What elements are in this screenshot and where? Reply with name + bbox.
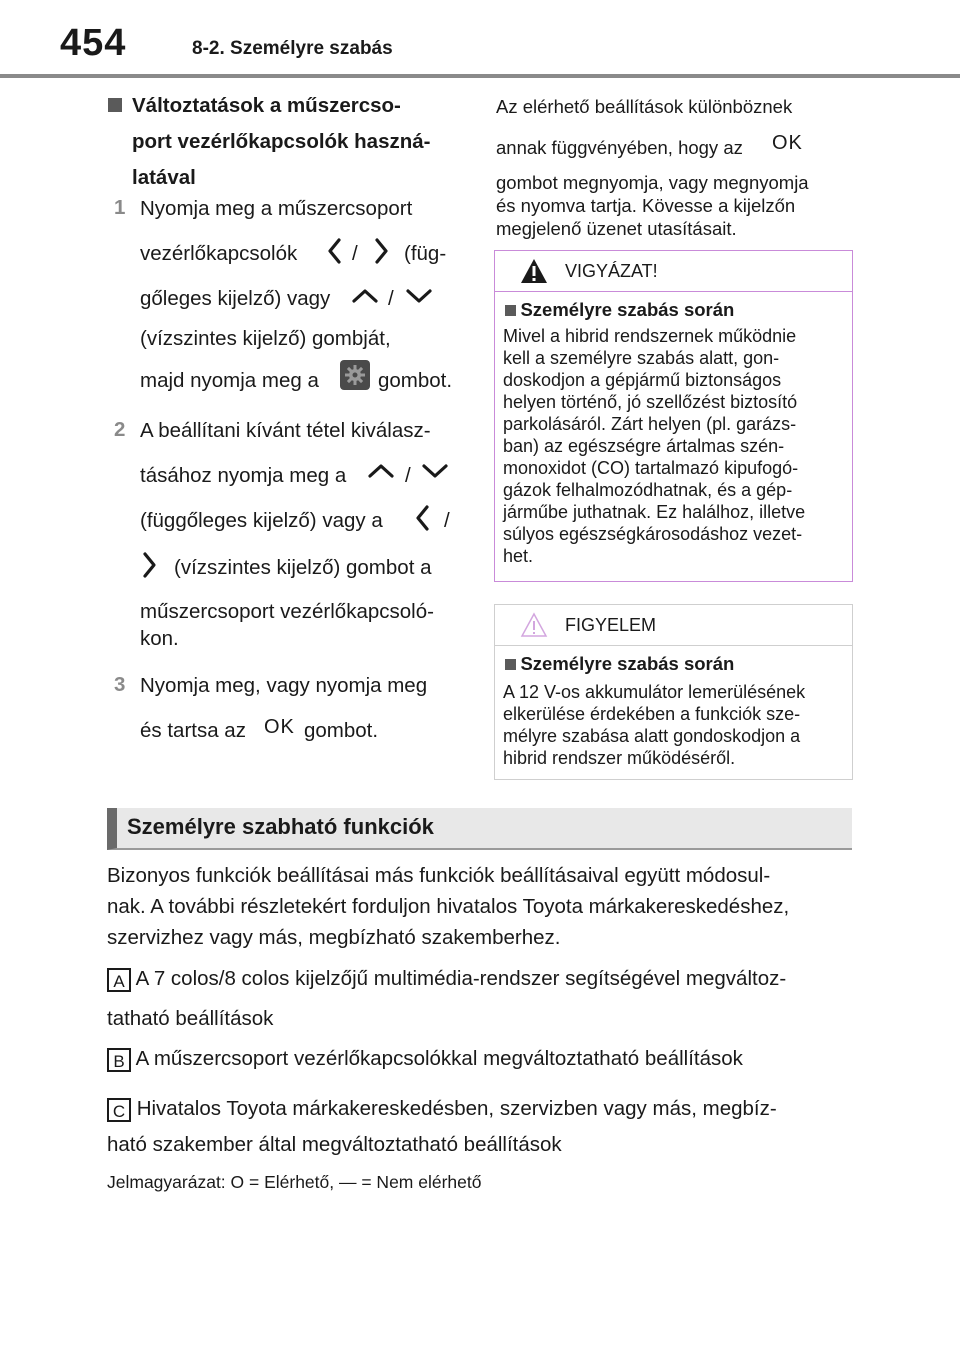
step-text: Nyomja meg, vagy nyomja meg [140, 674, 428, 697]
step-text: kon. [140, 627, 179, 650]
caution-line: monoxidot (CO) tartalmazó kipufogó- [503, 458, 799, 478]
warning-icon [519, 257, 549, 285]
caution-subtitle: Személyre szabás során [520, 299, 735, 320]
letter-c-box: C [107, 1098, 131, 1122]
header-rule [0, 74, 960, 78]
legend: Jelmagyarázat: O = Elérhető, — = Nem elérhető [107, 1172, 482, 1192]
square-bullet-icon [108, 98, 122, 112]
caution-subheading [505, 299, 734, 321]
section-banner-title: Személyre szabható funkciók [127, 814, 434, 839]
notice-line: mélyre szabása alatt gondoskodjon a [503, 726, 801, 746]
caution-line: parkolásáról. Zárt helyen (pl. garázs- [503, 414, 797, 434]
step-text: és tartsa az [140, 719, 246, 742]
caution-line: ban) az egészségre ártalmas szén- [503, 436, 785, 456]
chevron-down-icon [420, 461, 450, 481]
item-text: Hivatalos Toyota márkakereskedésben, szervizben vagy más, megbíz- [136, 1097, 777, 1120]
chevron-left-icon [326, 236, 344, 266]
intro-line: Az elérhető beállítások különböznek [496, 96, 793, 117]
intro-line: gombot megnyomja, vagy megnyomja [496, 172, 809, 193]
item-a-continued: tatható beállítások [107, 1007, 274, 1030]
notice-line: hibrid rendszer működéséről. [503, 748, 736, 768]
intro-line: és nyomva tartja. Kövesse a kijelzőn [496, 195, 796, 216]
slash: / [388, 287, 394, 310]
left-heading-marker [108, 98, 122, 117]
step-text: majd nyomja meg a [140, 369, 319, 392]
step-text: gombot. [304, 719, 379, 742]
notice-text [503, 681, 805, 769]
chevron-down-icon [404, 286, 434, 306]
chevron-right-icon [140, 550, 158, 580]
item-c-continued: ható szakember által megváltoztatható beállítások [107, 1133, 562, 1156]
section-title: 8-2. Személyre szabás [192, 38, 393, 59]
page-number: 454 [60, 22, 127, 64]
paragraph-line: nak. A további részletekért forduljon hivatalos Toyota márkakereskedéshez, [107, 895, 790, 918]
slash: / [405, 464, 411, 487]
step-text: A beállítani kívánt tétel kiválasz- [140, 419, 431, 442]
step-number: 2 [114, 418, 126, 441]
caution-box [494, 250, 853, 582]
caution-title: VIGYÁZAT! [565, 261, 658, 281]
step-number: 1 [114, 196, 126, 219]
caution-line: kell a személyre szabás alatt, gon- [503, 348, 780, 368]
chevron-right-icon [372, 236, 390, 266]
caution-line: Mivel a hibrid rendszernek működnie [503, 326, 797, 346]
intro-line: megjelenő üzenet utasításait. [496, 218, 737, 239]
letter-a-box: A [107, 968, 131, 992]
item-c [107, 1094, 777, 1124]
step-text: (függőleges kijelző) vagy a [140, 509, 383, 532]
notice-title: FIGYELEM [565, 615, 657, 635]
warning-outline-icon [519, 611, 549, 639]
caution-line: het. [503, 546, 534, 566]
paragraph-line: szervizhez vagy más, megbízható szakemberhez. [107, 926, 561, 949]
letter-b-box: B [107, 1048, 131, 1072]
step-text: (füg- [404, 242, 447, 265]
notice-header [495, 605, 852, 646]
intro-line: annak függvényében, hogy az [496, 137, 743, 158]
item-b [107, 1044, 743, 1074]
step-text: műszercsoport vezérlőkapcsoló- [140, 600, 434, 623]
notice-box [494, 604, 853, 780]
caution-line: helyen történő, jó szellőzést biztosító [503, 392, 798, 412]
chevron-left-icon [414, 503, 432, 533]
step-text: gombot. [378, 369, 453, 392]
step-text: (vízszintes kijelző) gombját, [140, 327, 391, 350]
slash: / [444, 509, 450, 532]
notice-line: elkerülése érdekében a funkciók sze- [503, 704, 801, 724]
caution-line: járműbe juthatnak. Ez halálhoz, illetve [503, 502, 806, 522]
section-paragraph [107, 860, 789, 953]
step-text: tásához nyomja meg a [140, 464, 347, 487]
section-banner [107, 808, 852, 850]
step-text: (vízszintes kijelző) gombot a [174, 556, 432, 579]
item-text: A 7 colos/8 colos kijelzőjű multimédia-rendszer segítségével megváltoz- [135, 967, 787, 990]
notice-subtitle: Személyre szabás során [520, 653, 735, 674]
heading-line: port vezérlőkapcsolók haszná- [132, 130, 431, 153]
chevron-up-icon [366, 461, 396, 481]
notice-line: A 12 V-os akkumulátor lemerülésének [503, 682, 806, 702]
paragraph-line: Bizonyos funkciók beállításai más funkciók beállításaival együtt módosul- [107, 864, 771, 887]
notice-subheading [505, 653, 734, 675]
left-heading [132, 88, 430, 196]
step-text: gőleges kijelző) vagy [140, 287, 331, 310]
caution-text [503, 325, 805, 567]
caution-line: doskodjon a gépjármű biztonságos [503, 370, 782, 390]
caution-line: súlyos egészségkárosodáshoz vezet- [503, 524, 803, 544]
step-text: vezérlőkapcsolók [140, 242, 298, 265]
square-bullet-icon [505, 305, 516, 316]
caution-header [495, 251, 852, 292]
square-bullet-icon [505, 659, 516, 670]
caution-line: gázok felhalmozódhatnak, és a gép- [503, 480, 793, 500]
ok-button-icon: OK [264, 716, 295, 738]
slash: / [352, 242, 358, 265]
gear-icon [340, 360, 370, 390]
item-text: A műszercsoport vezérlőkapcsolókkal megváltoztatható beállítások [135, 1047, 743, 1070]
heading-line: latával [132, 166, 196, 189]
item-a [107, 964, 786, 994]
ok-button-icon: OK [772, 132, 803, 154]
step-number: 3 [114, 673, 126, 696]
chevron-up-icon [350, 286, 380, 306]
heading-line: Változtatások a műszercso- [132, 94, 401, 117]
step-text: Nyomja meg a műszercsoport [140, 197, 413, 220]
